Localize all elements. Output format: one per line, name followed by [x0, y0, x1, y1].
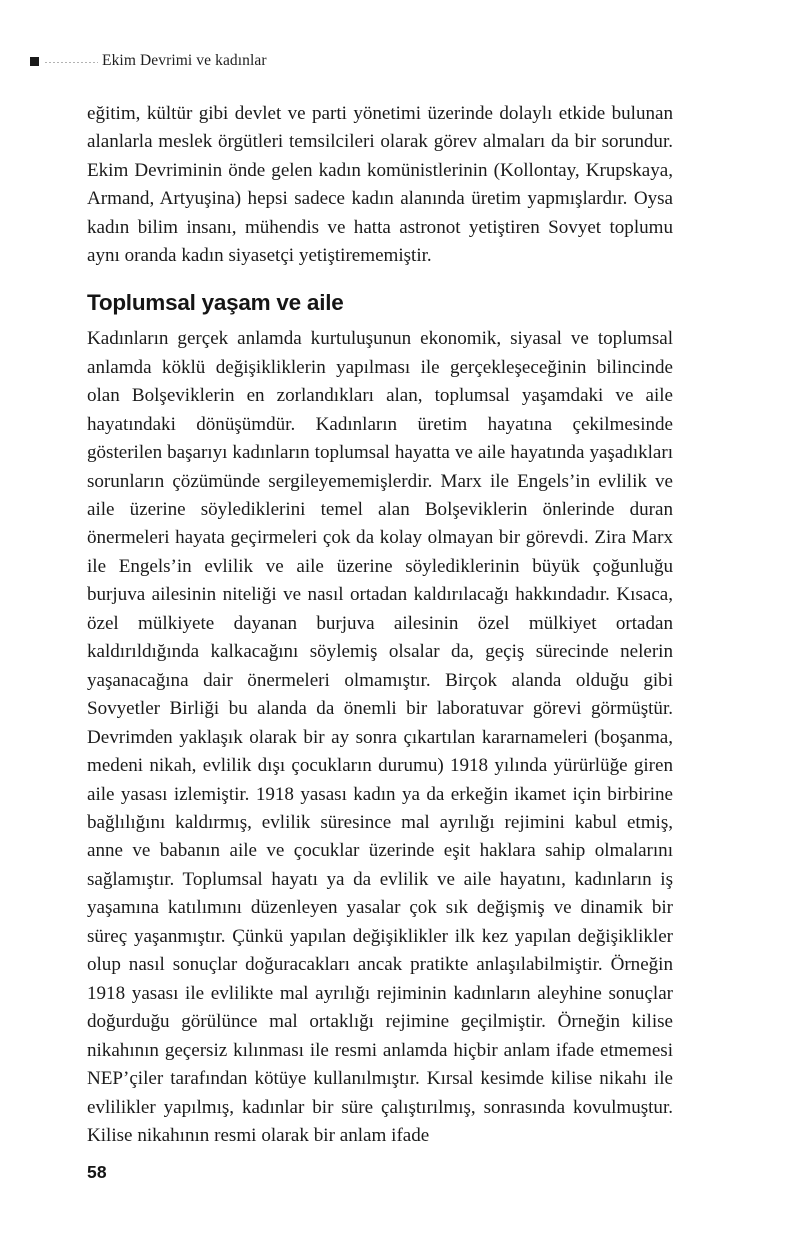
paragraph-continued: eğitim, kültür gibi devlet ve parti yönetimi üzerinde dolaylı etkide bulunan alanlarla meslek örgütleri temsilcileri olarak görev almaları da bir sorundur. Ekim Devriminin önde gelen kadın komünistlerinin (Kollontay, Krupskaya, Armand, Artyuşina) hepsi sadece kadın alanında üretim yapmışlardır. Oysa kadın bilim insanı, mühendis ve hatta astronot yetiştiren Sovyet toplumu aynı oranda kadın siyasetçi yetiştirememiştir.	[87, 103, 673, 267]
running-head	[30, 48, 670, 74]
filled-square-icon	[30, 57, 39, 66]
running-head-title: Ekim Devrimi ve kadınlar	[102, 52, 267, 70]
dotted-leader-icon	[44, 62, 98, 63]
text-column	[87, 100, 673, 1150]
page-number: 58	[87, 1162, 107, 1182]
section-heading: Toplumsal yaşam ve aile	[87, 289, 344, 315]
paragraph-body: Kadınların gerçek anlamda kurtuluşunun ekonomik, siyasal ve toplumsal anlamda köklü değişikliklerin yapılması ile gerçekleşeceğinin bilincinde olan Bolşeviklerin en zorlandıkları alan, toplumsal yaşamdaki ve aile hayatındaki dönüşümdür. Kadınların üretim hayatına çekilmesinde gösterilen başarıyı kadınların toplumsal hayatta ve aile hayatında yaşadıkları sorunların çözümünde sergileyememişlerdir. Marx ile Engels’in evlilik ve aile üzerine söylediklerini temel alan Bolşeviklerin önlerinde duran önermeleri hayata geçirmeleri çok da kolay olmayan bir görevdi. Zira Marx ile Engels’in evlilik ve aile üzerine söylediklerinin büyük çoğunluğu burjuva ailesinin niteliği ve nasıl ortadan kaldırılacağı hakkındadır. Kısaca, özel mülkiyete dayanan burjuva ailesinin özel mülkiyet ortadan kaldırıldığında kalkacağını söylemiş olsalar da, geçiş sürecinde nelerin yaşanacağına dair önermeleri olmamıştır. Birçok alanda olduğu gibi Sovyetler Birliği bu alanda da önemli bir laboratuvar görevi görmüştür. Devrimden yaklaşık olarak bir ay sonra çıkartılan kararnameleri (boşanma, medeni nikah, evlilik dışı çocukların durumu) 1918 yılında yürürlüğe giren aile yasası izlemiştir. 1918 yasası kadın ya da erkeğin ikamet için birbirine bağlılığını kaldırmış, evlilik süresince mal ayrılığı rejimini kabul etmiş, anne ve babanın aile ve çocuklar üzerinde eşit haklara sahip olmalarını sağlamıştır. Toplumsal hayatı ya da evlilik ve aile hayatını, kadınların iş yaşamına katılımını düzenleyen yasalar çok sık değişmiş ve dinamik bir süreç yaşanmıştır. Çünkü yapılan değişiklikler ilk kez yapılan değişiklikler olup nasıl sonuçlar doğuracakları ancak pratikte anlaşılabilmiştir. Örneğin 1918 yasası ile evlilikte mal ayrılığı rejiminin kadınların aleyhine sonuçlar doğurduğu görülünce mal ortaklığı rejimine geçilmiştir. Örneğin kilise nikahının geçersiz kılınması ile resmi anlamda hiçbir anlam ifade etmemesi NEP’çiler tarafından kötüye kullanılmıştır. Kırsal kesimde kilise nikahı ile evlilikler yapılmış, kadınlar bir süre çalıştırılmış, sonrasında kovulmuştur. Kilise nikahının resmi olarak bir anlam ifade	[87, 328, 673, 1146]
